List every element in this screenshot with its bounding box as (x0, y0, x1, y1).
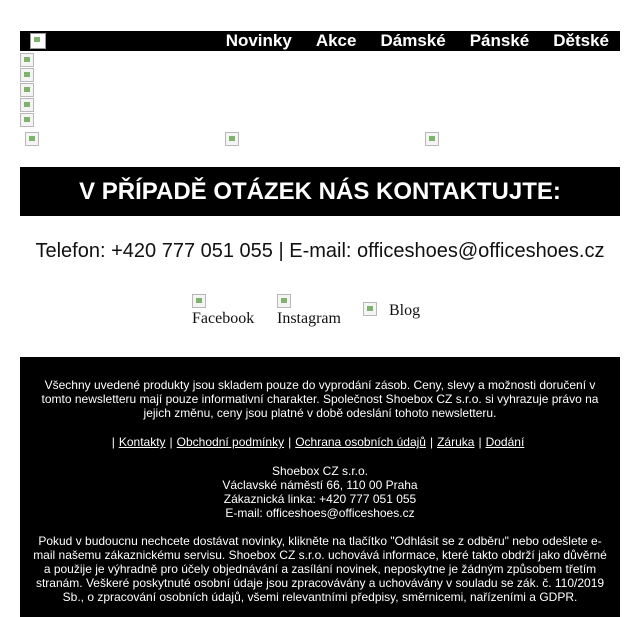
footer-links: | Kontakty | Obchodní podmínky | Ochrana osobních údajů | Záruka | Dodání (20, 434, 620, 450)
footer-unsubscribe-text: Pokud v budoucnu nechcete dostávat novinky, klikněte na tlačítko "Odhlásit se z odběru" nebo odešlete e-mail našemu zákaznickému servisu. Shoebox CZ s.r.o. uchovává informace, které takto obdrží jako důvěrné a použije je výhradně pro účely objednávání a zasílání novinek, neposkytne je žádným způsobem třetím stranám. Veškeré poskytnuté osobní údaje jsou zpracovávány a uchovávány v souladu se zák. č. 110/2019 Sb., o zpracování osobních údajů, všemi relevantními předpisy, směrnicemi, nařízeními a GDPR. (33, 534, 607, 604)
product-image-icon[interactable] (225, 132, 239, 146)
facebook-label: Facebook (192, 310, 255, 327)
footer-disclaimer: Všechny uvedené produkty jsou skladem pouze do vyprodání zásob. Ceny, slevy a možnosti doručení v tomto newsletteru mají pouze informativní charakter. Společnost Shoebox CZ s.r.o. si vyhrazuje právo na jejich změnu, ceny jsou platné v době odeslání tohoto newsletteru. (41, 378, 599, 420)
footer-link-dodani[interactable]: Dodání (485, 435, 525, 449)
top-navigation (20, 31, 620, 51)
footer-link-kontakty[interactable]: Kontakty (118, 435, 166, 449)
banner-image-icon[interactable] (20, 53, 34, 67)
instagram-icon (277, 294, 291, 308)
nav-link-damske[interactable]: Dámské (380, 31, 446, 50)
product-image-icon[interactable] (425, 132, 439, 146)
product-image-icon[interactable] (25, 132, 39, 146)
banner-image-icon[interactable] (20, 98, 34, 112)
company-street: Václavské náměstí 66, 110 00 Praha (222, 478, 418, 492)
blog-icon (363, 302, 377, 316)
company-hotline: Zákaznická linka: +420 777 051 055 (223, 492, 417, 506)
footer-link-zaruka[interactable]: Záruka (437, 435, 475, 449)
footer-link-ochrana-udaju[interactable]: Ochrana osobních údajů (295, 435, 426, 449)
nav-link-detske[interactable]: Dětské (553, 31, 609, 50)
logo-image-icon[interactable] (30, 33, 46, 49)
facebook-icon (192, 294, 206, 308)
banner-image-stack (20, 53, 34, 128)
footer (20, 357, 620, 617)
contact-line: Telefon: +420 777 051 055 | E-mail: officeshoes@officeshoes.cz (35, 240, 605, 262)
nav-link-akce[interactable]: Akce (315, 31, 357, 50)
footer-address (20, 464, 620, 520)
nav-links (214, 31, 620, 51)
banner-image-icon[interactable] (20, 68, 34, 82)
banner-image-icon[interactable] (20, 113, 34, 127)
nav-link-novinky[interactable]: Novinky (225, 31, 292, 50)
instagram-label: Instagram (277, 310, 341, 327)
company-name: Shoebox CZ s.r.o. (271, 464, 369, 478)
blog-label: Blog (389, 302, 421, 319)
company-email: E-mail: officeshoes@officeshoes.cz (225, 506, 415, 520)
banner-image-icon[interactable] (20, 83, 34, 97)
nav-link-panske[interactable]: Pánské (469, 31, 530, 50)
contact-heading: V PŘÍPADĚ OTÁZEK NÁS KONTAKTUJTE: (20, 167, 620, 216)
social-links (0, 294, 640, 334)
footer-link-obchodni-podminky[interactable]: Obchodní podmínky (176, 435, 285, 449)
